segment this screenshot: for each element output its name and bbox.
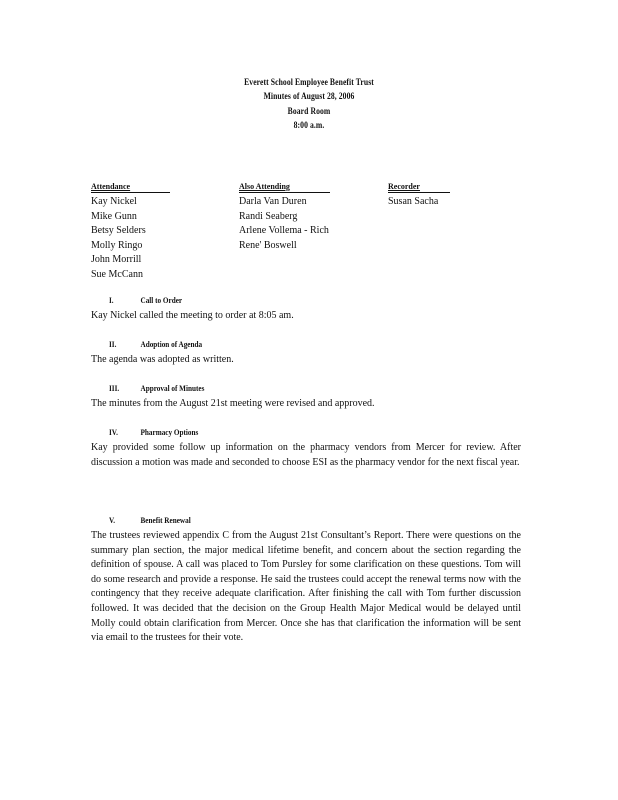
minutes-date: Minutes of August 28, 2006 — [263, 91, 355, 101]
attendee: Mike Gunn — [91, 210, 137, 222]
section-heading — [109, 516, 480, 525]
attendee: Molly Ringo — [91, 239, 143, 251]
section-benefit-renewal — [91, 516, 521, 646]
section-pharmacy-options — [91, 428, 521, 470]
section-text: The agenda was adopted as written. — [91, 354, 234, 365]
section-text: The trustees reviewed appendix C from the August 21st Consultant’s Report. There were questions on the summary plan section, the major medical lifetime benefit, and concern about the section regarding the definition of spouse. A call was placed to Tom Pursley for some clarification on these questions. Tom will do some research and provide a response. He said the trustees could accept the renewal terms now with the contingency that they receive adequate clarification. After finishing the call with Tom further discussion followed. It was decided that the decision on the Group Health Major Medical would be delayed until Molly could obtain clarification from Mercer. Once she has that clarification the information will be sent via email to the trustees for their vote. — [91, 530, 521, 644]
recorder-name: Susan Sacha — [388, 196, 439, 207]
section-text: Kay Nickel called the meeting to order at 8:05 am. — [91, 310, 294, 321]
section-number: IV. — [109, 428, 118, 437]
meeting-time: 8:00 a.m. — [293, 120, 325, 130]
section-heading — [109, 384, 480, 393]
section-title: Call to Order — [140, 296, 183, 305]
section-adoption-of-agenda — [91, 340, 521, 368]
section-title: Benefit Renewal — [140, 516, 191, 525]
guest: Randi Seaberg — [239, 210, 298, 222]
section-title: Approval of Minutes — [140, 384, 205, 393]
organization-title: Everett School Employee Benefit Trust — [244, 77, 374, 87]
guest: Darla Van Duren — [239, 196, 307, 207]
section-title: Adoption of Agenda — [140, 340, 203, 349]
section-text: Kay provided some follow up information on the pharmacy vendors from Mercer for review. After discussion a motion was made and seconded to choose ESI as the pharmacy vendor for the next fiscal year. — [91, 442, 521, 468]
attendee: Kay Nickel — [91, 196, 137, 207]
guest: Arlene Vollema - Rich — [239, 225, 329, 236]
attendance-column — [91, 180, 170, 282]
section-heading — [109, 340, 480, 349]
section-approval-of-minutes — [91, 384, 521, 412]
attendance-heading: Attendance — [91, 182, 170, 193]
also-attending-column — [239, 180, 330, 253]
section-number: I. — [109, 296, 114, 305]
section-heading — [109, 428, 480, 437]
recorder-heading: Recorder — [388, 182, 450, 193]
section-number: III. — [109, 384, 120, 393]
section-call-to-order — [91, 296, 521, 324]
recorder-column — [388, 180, 450, 210]
attendee: Betsy Selders — [91, 225, 146, 236]
attendee: John Morrill — [91, 254, 142, 265]
section-text: The minutes from the August 21st meeting were revised and approved. — [91, 398, 375, 409]
section-number: II. — [109, 340, 117, 349]
meeting-location: Board Room — [287, 106, 331, 116]
section-title: Pharmacy Options — [140, 428, 199, 437]
section-number: V. — [109, 516, 116, 525]
section-heading — [109, 296, 480, 305]
attendee: Sue McCann — [91, 268, 143, 280]
also-attending-heading: Also Attending — [239, 182, 330, 193]
guest: Rene' Boswell — [239, 239, 297, 251]
